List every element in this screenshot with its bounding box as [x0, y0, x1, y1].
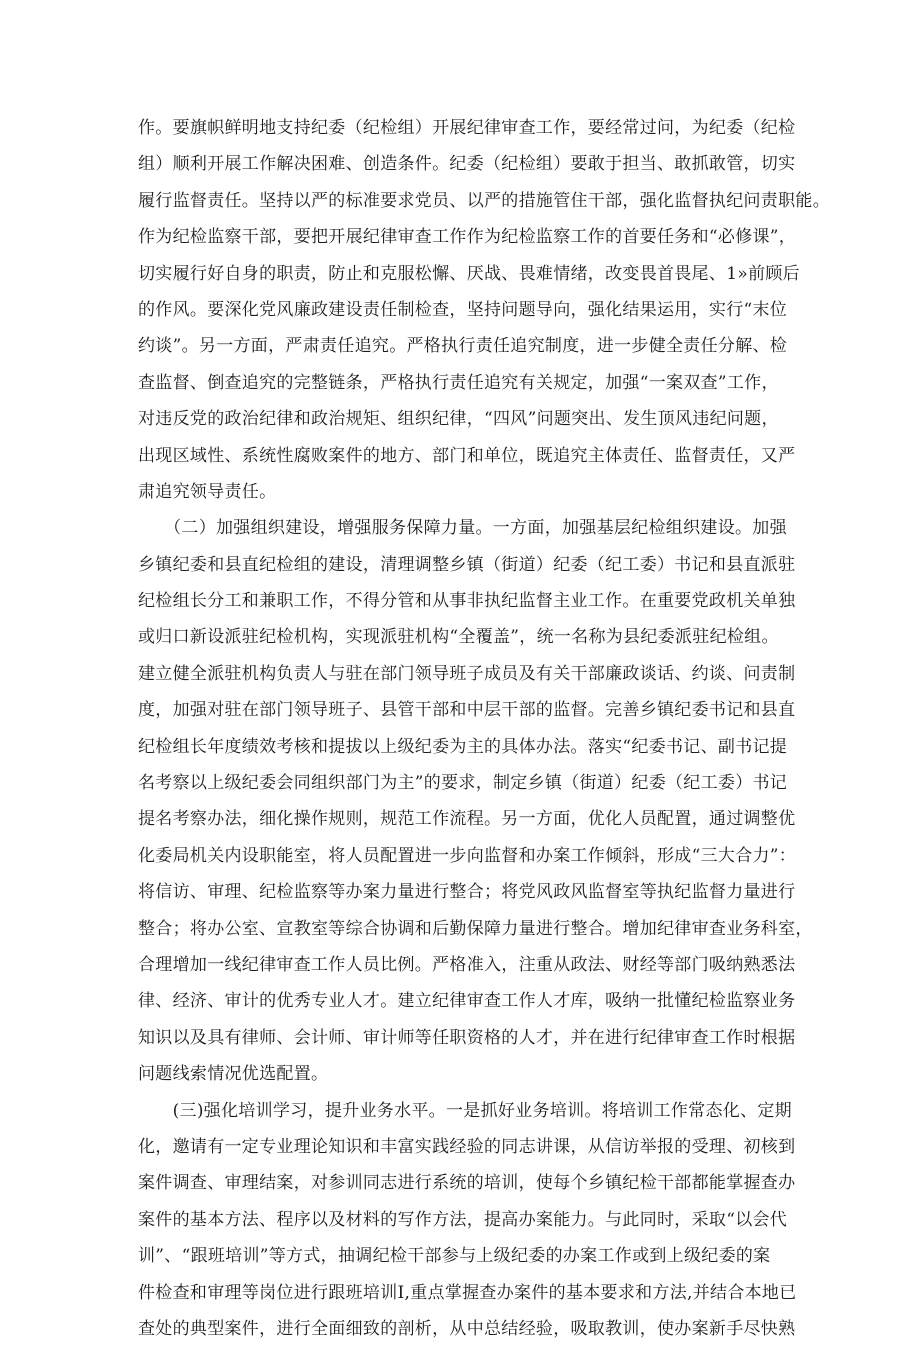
text-line: 件检查和审理等岗位进行跟班培训I,重点掌握查办案件的基本要求和方法,并结合本地已 [138, 1282, 797, 1303]
text-line: （二）加强组织建设，增强服务保障力量。一方面，加强基层纪检组织建设。加强 [138, 518, 787, 539]
paragraph-1 [138, 110, 830, 510]
text-line: 知识以及具有律师、会计师、审计师等任职资格的人才，并在进行纪律审查工作时根据 [138, 1027, 796, 1048]
text-line: 纪检组长年度绩效考核和提拔以上级纪委为主的具体办法。落实“纪委书记、副书记提 [138, 736, 788, 757]
text-line: (三)强化培训学习，提升业务水平。一是抓好业务培训。将培训工作常态化、定期 [138, 1100, 792, 1121]
text-line: 案件的基本方法、程序以及材料的写作方法，提高办案能力。与此同时，采取“以会代 [138, 1209, 788, 1230]
text-line: 建立健全派驻机构负责人与驻在部门领导班子成员及有关干部廉政谈话、约谈、问责制 [138, 663, 796, 684]
text-line: 合理增加一线纪律审查工作人员比例。严格准入，注重从政法、财经等部门吸纳熟悉法 [138, 954, 796, 975]
text-line: 训”、“跟班培训”等方式，抽调纪检干部参与上级纪委的办案工作或到上级纪委的案 [138, 1246, 771, 1267]
text-line: 或归口新设派驻纪检机构，实现派驻机构“全覆盖”，统一名称为县纪委派驻纪检组。 [138, 627, 779, 648]
text-line: 将信访、审理、纪检监察等办案力量进行整合；将党风政风监督室等执纪监督力量进行 [138, 882, 796, 903]
paragraph-2 [138, 510, 813, 1092]
text-line: 度，加强对驻在部门领导班子、县管干部和中层干部的监督。完善乡镇纪委书记和县直 [138, 700, 796, 721]
text-line: 化委局机关内设职能室，将人员配置进一步向监督和办案工作倾斜，形成“三大合力”： [138, 845, 797, 866]
text-line: 化，邀请有一定专业理论知识和丰富实践经验的同志讲课，从信访举报的受理、初核到 [138, 1136, 796, 1157]
text-line: 查监督、倒查追究的完整链条，严格执行责任追究有关规定，加强“一案双查”工作， [138, 372, 779, 393]
text-line: 纪检组长分工和兼职工作，不得分管和从事非执纪监督主业工作。在重要党政机关单独 [138, 591, 796, 612]
text-line: 整合；将办公室、宣教室等综合协调和后勤保障力量进行整合。增加纪律审查业务科室， [138, 918, 813, 939]
text-line: 组）顺利开展工作解决困难、创造条件。纪委（纪检组）要敢于担当、敢抓敢管，切实 [138, 154, 796, 175]
text-line: 提名考察办法，细化操作规则，规范工作流程。另一方面，优化人员配置，通过调整优 [138, 809, 796, 830]
text-line: 作为纪检监察干部，要把开展纪律审查工作作为纪检监察工作的首要任务和“必修课”， [138, 227, 797, 248]
text-line: 名考察以上级纪委会同组织部门为主”的要求，制定乡镇（街道）纪委（纪工委）书记 [138, 773, 788, 794]
text-line: 切实履行好自身的职责，防止和克服松懈、厌战、畏难情绪，改变畏首畏尾、1»前顾后 [138, 263, 800, 284]
text-line: 律、经济、审计的优秀专业人才。建立纪律审查工作人才库，吸纳一批懂纪检监察业务 [138, 991, 796, 1012]
text-line: 查处的典型案件，进行全面细致的剖析，从中总结经验，吸取教训，使办案新手尽快熟 [138, 1318, 796, 1339]
text-line: 作。要旗帜鲜明地支持纪委（纪检组）开展纪律审查工作，要经常过问，为纪委（纪检 [138, 118, 796, 138]
text-line: 出现区域性、系统性腐败案件的地方、部门和单位，既追究主体责任、监督责任，又严 [138, 445, 796, 466]
text-line: 肃追究领导责任。 [138, 481, 277, 502]
text-line: 的作风。要深化党风廉政建设责任制检查，坚持问题导向，强化结果运用，实行“末位 [138, 299, 788, 320]
text-line: 问题线索情况优选配置。 [138, 1064, 329, 1085]
text-line: 案件调查、审理结案，对参训同志进行系统的培训，使每个乡镇纪检干部都能掌握查办 [138, 1173, 796, 1194]
text-line: 乡镇纪委和县直纪检组的建设，清理调整乡镇（街道）纪委（纪工委）书记和县直派驻 [138, 554, 796, 575]
text-line: 履行监督责任。坚持以严的标准要求党员、以严的措施管住干部，强化监督执纪问责职能。 [138, 190, 830, 211]
text-line: 对违反党的政治纪律和政治规矩、组织纪律，“四风”问题突出、发生顶风违纪问题， [138, 409, 779, 430]
document-body [138, 110, 830, 1347]
paragraph-3 [138, 1093, 798, 1347]
text-line: 约谈”。另一方面，严肃责任追究。严格执行责任追究制度，进一步健全责任分解、检 [138, 336, 788, 357]
